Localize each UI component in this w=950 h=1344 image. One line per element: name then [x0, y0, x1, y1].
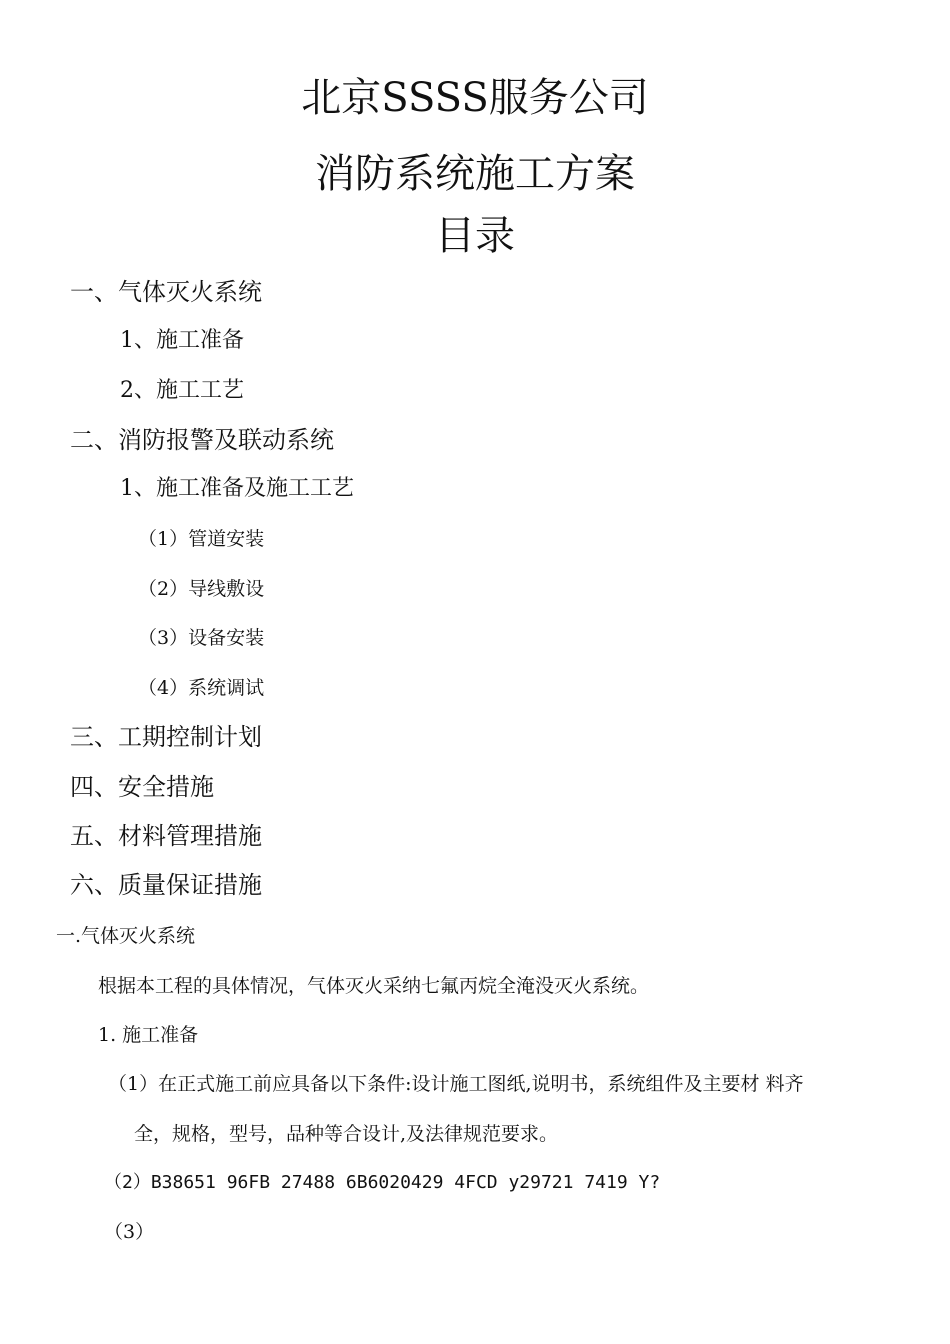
document-title: 消防系统施工方案 — [315, 151, 635, 197]
toc-entry-4[interactable]: 四、安全措施 — [70, 773, 214, 801]
toc-entry-2-1-3[interactable]: （3）设备安装 — [138, 627, 265, 649]
toc-entry-2[interactable]: 二、消防报警及联动系统 — [70, 426, 334, 454]
item-2: （2）B38651 96FB 27488 6B6020429 4FCD y29721 7419 Y? — [104, 1172, 661, 1193]
toc-entry-2-1-1[interactable]: （1）管道安装 — [138, 528, 265, 550]
toc-entry-2-1-2[interactable]: （2）导线敷设 — [138, 578, 265, 600]
toc-entry-5[interactable]: 五、材料管理措施 — [70, 822, 262, 850]
subheading-1: 1. 施工准备 — [98, 1024, 199, 1046]
item-1-line-1: （1）在正式施工前应具备以下条件:设计施工图纸,说明书，系统组件及主要材 料齐 — [108, 1073, 804, 1095]
toc-entry-1-2[interactable]: 2、施工工艺 — [120, 378, 244, 403]
section-heading-1: 一.气体灭火系统 — [56, 925, 196, 947]
item-3: （3） — [104, 1221, 155, 1243]
toc-entry-3[interactable]: 三、工期控制计划 — [70, 723, 262, 751]
intro-paragraph: 根据本工程的具体情况，气体灭火采纳七氟丙烷全淹没灭火系统。 — [98, 975, 650, 997]
toc-entry-2-1[interactable]: 1、施工准备及施工工艺 — [120, 476, 354, 501]
toc-entry-1-1[interactable]: 1、施工准备 — [120, 328, 244, 353]
item-1-line-2: 全，规格，型号，品种等合设计,及法律规范要求。 — [134, 1123, 559, 1145]
company-name: 北京SSSS服务公司 — [301, 75, 649, 121]
toc-entry-6[interactable]: 六、质量保证措施 — [70, 871, 262, 899]
toc-entry-1[interactable]: 一、气体灭火系统 — [70, 278, 262, 306]
toc-entry-2-1-4[interactable]: （4）系统调试 — [138, 677, 265, 699]
toc-title: 目录 — [435, 213, 515, 259]
